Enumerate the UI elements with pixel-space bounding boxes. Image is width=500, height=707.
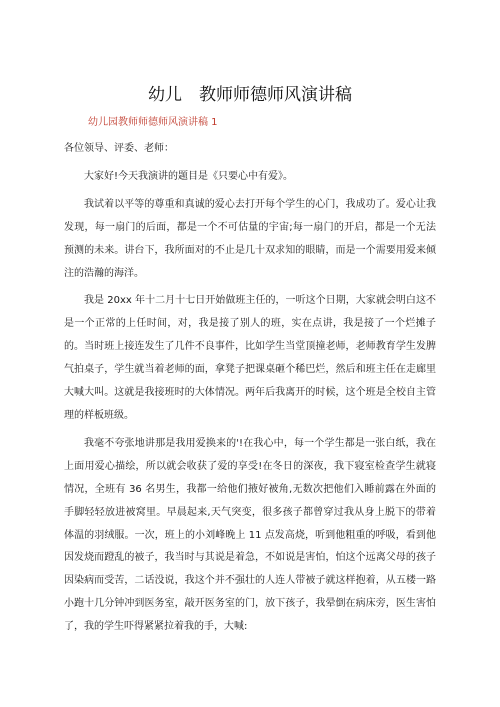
paragraph-greeting: 大家好!今天我演讲的题目是《只要心中有爱》。 (84, 170, 294, 182)
document-subtitle: 幼儿园教师师德师风演讲稿 1 (88, 117, 218, 128)
paragraph-4: 我毫不夸张地讲那是我用爱换来的'!在我心中，每一个学生都是一张白纸，我在上面用爱心描绘，所以就会收获了爱的享受!在冬日的深夜，我下寝室检查学生就寝情况，全班有 36 名男生，我都一给他们掖好被角,无数次把他们入睡前露在外面的手脚轻轻放进被窝里。早晨起来,天气突变，很多孩子都曾穿过我从身上脱下的带着体温的羽绒服。一次，班上的小刘峰晚上 11 点发高烧，听到他粗重的呼吸，看到他因发烧而蹬乱的被子，我当时与其说是着急，不如说是害怕，怕这个远离父母的孩子因染病而受苦，二话没说，我这个并不强壮的人连人带被子就这样抱着，从五楼一路小跑十几分钟冲到医务室，敲开医务室的门，放下孩子，我晕倒在病床旁，医生害怕了，我的学生吓得紧紧拉着我的手，大喊: (64, 437, 436, 633)
document-body (64, 138, 436, 639)
paragraph-3: 我是 20xx 年十二月十七日开始做班主任的，一听这个日期，大家就会明白这不是一个正常的上任时间，对，我是接了别人的班，实在点讲，我是接了一个烂摊子的。当时班上接连发生了几件不良事件，比如学生当堂顶撞老师，老师教育学生发脾气拍桌子，学生就当着老师的面，拿凳子把课桌砸个稀巴烂，然后和班主任在走廊里大喊大叫。这就是我接班时的大体情况。两年后我离开的时候，这个班是全校自主管理的样板班级。 (64, 295, 436, 421)
paragraph-2: 我试着以平等的尊重和真诚的爱心去打开每个学生的心门，我成功了。爱心让我发现，每一扇门的后面，都是一个不可估量的宇宙;每一扇门的开启，都是一个无法预测的未来。讲台下，我所面对的不止是几十双求知的眼睛，而是一个需要用爱来倾注的浩瀚的海洋。 (64, 198, 436, 279)
salutation: 各位领导、评委、老师： (64, 143, 174, 154)
document-title: 幼儿 教师师德师风演讲稿 (148, 85, 352, 105)
